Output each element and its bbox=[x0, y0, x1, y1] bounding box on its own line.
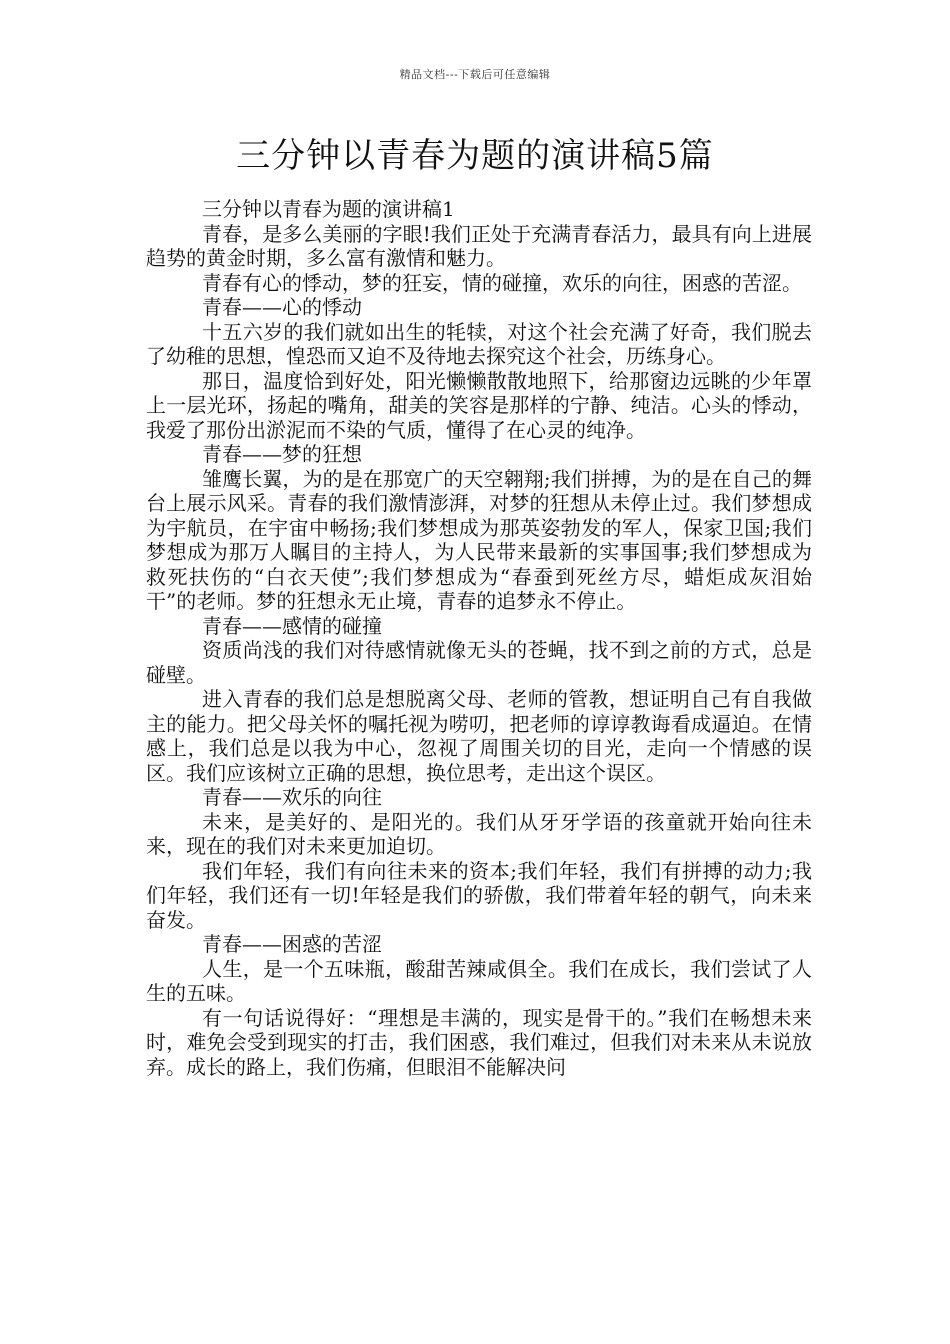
paragraph: 有一句话说得好：“理想是丰满的，现实是骨干的。”我们在畅想未来时，难免会受到现实的打击，我们困惑，我们难过，但我们对未来从未说放弃。成长的路上，我们伤痛，但眼泪不能解决问 bbox=[146, 1005, 812, 1079]
paragraph: 那日，温度恰到好处，阳光懒懒散散地照下，给那窗边远眺的少年罩上一层光环，扬起的嘴角，甜美的笑容是那样的宁静、纯洁。心头的悸动，我爱了那份出淤泥而不染的气质，懂得了在心灵的纯净。 bbox=[146, 368, 812, 442]
section-heading: 青春——心的悸动 bbox=[202, 295, 362, 319]
document-body bbox=[146, 197, 812, 1079]
paragraph: 未来，是美好的、是阳光的。我们从牙牙学语的孩童就开始向往未来，现在的我们对未来更加迫切。 bbox=[146, 809, 812, 858]
paragraph: 进入青春的我们总是想脱离父母、老师的管教，想证明自己有自我做主的能力。把父母关怀的嘱托视为唠叨，把老师的谆谆教诲看成逼迫。在情感上，我们总是以我为中心，忽视了周围关切的目光，走向一个情感的误区。我们应该树立正确的思想，换位思考，走出这个误区。 bbox=[146, 687, 812, 785]
section-heading: 青春——欢乐的向往 bbox=[202, 785, 382, 809]
section-heading: 青春——梦的狂想 bbox=[202, 442, 362, 466]
paragraph: 人生，是一个五味瓶，酸甜苦辣咸俱全。我们在成长，我们尝试了人生的五味。 bbox=[146, 956, 812, 1005]
paragraph: 青春，是多么美丽的字眼!我们正处于充满青春活力，最具有向上进展趋势的黄金时期，多么富有激情和魅力。 bbox=[146, 221, 812, 270]
header-note: 精品文档---下载后可任意编辑 bbox=[399, 68, 551, 81]
document-title: 三分钟以青春为题的演讲稿5篇 bbox=[236, 136, 714, 176]
paragraph: 资质尚浅的我们对待感情就像无头的苍蝇，找不到之前的方式，总是碰壁。 bbox=[146, 638, 812, 687]
section-heading: 青春——感情的碰撞 bbox=[202, 613, 382, 638]
section-heading: 青春——困惑的苦涩 bbox=[202, 932, 382, 956]
paragraph: 十五六岁的我们就如出生的牦犊，对这个社会充满了好奇，我们脱去了幼稚的思想，惶恐而又迫不及待地去探究这个社会，历练身心。 bbox=[146, 319, 812, 368]
section-heading: 三分钟以青春为题的演讲稿1 bbox=[202, 197, 455, 221]
paragraph: 我们年轻，我们有向往未来的资本;我们年轻，我们有拼搏的动力;我们年轻，我们还有一切!年轻是我们的骄傲，我们带着年轻的朝气，向未来奋发。 bbox=[146, 858, 812, 932]
paragraph: 青春有心的悸动，梦的狂妄，情的碰撞，欢乐的向往，困惑的苦涩。 bbox=[202, 270, 802, 295]
paragraph: 雏鹰长翼，为的是在那宽广的天空翱翔;我们拼搏，为的是在自己的舞台上展示风采。青春的我们激情澎湃，对梦的狂想从未停止过。我们梦想成为宇航员，在宇宙中畅扬;我们梦想成为那英姿勃发的军人，保家卫国;我们梦想成为那万人瞩目的主持人，为人民带来最新的实事国事;我们梦想成为救死扶伤的“白衣天使”;我们梦想成为“春蚕到死丝方尽，蜡炬成灰泪始干”的老师。梦的狂想永无止境，青春的追梦永不停止。 bbox=[146, 466, 812, 613]
